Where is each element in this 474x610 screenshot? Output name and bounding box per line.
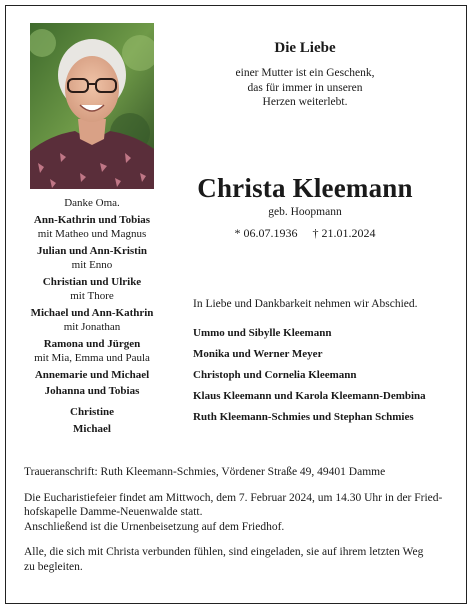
service-line: hofskapelle Damme-Neuenwalde statt. (24, 506, 203, 518)
mourners-list (193, 323, 463, 428)
list-item (24, 368, 160, 383)
family-names: Ramona und Jürgen (43, 337, 141, 350)
list-item: Ummo und Sibylle Kleemann (193, 327, 332, 339)
family-children: mit Jonathan (63, 321, 121, 333)
life-dates (205, 226, 405, 241)
list-item: Ruth Kleemann-Schmies und Stephan Schmies (193, 411, 414, 423)
quote-title: Die Liebe (274, 40, 336, 56)
family-names: Michael und Ann-Kathrin (30, 306, 154, 319)
list-item: Monika und Werner Meyer (193, 348, 323, 360)
family-names: Johanna und Tobias (44, 385, 140, 397)
portrait-photo-image (30, 23, 154, 189)
list-item (24, 337, 160, 366)
quote-line: Herzen weiterlebt. (262, 96, 348, 108)
invitation (24, 545, 454, 574)
invitation-line: zu begleiten. (24, 560, 83, 573)
family-names: Ann-Kathrin und Tobias (33, 213, 151, 226)
list-item: Christoph und Cornelia Kleemann (193, 369, 357, 381)
list-item (24, 384, 160, 399)
portrait-photo (30, 23, 154, 189)
family-children: mit Matheo und Magnus (37, 228, 147, 240)
family-children: mit Thore (70, 290, 114, 302)
footer-info (24, 465, 454, 585)
service-line: Die Eucharistiefeier findet am Mittwoch, dem 7. Februar 2024, um 14.30 Uhr in der Fried- (24, 491, 443, 504)
grandchildren-list (24, 196, 160, 439)
service-info (24, 491, 454, 535)
farewell-line: In Liebe und Dankbarkeit nehmen wir Abschied. (193, 298, 418, 310)
family-children: mit Enno (71, 259, 113, 271)
list-item (24, 306, 160, 335)
family-names: Christian und Ulrike (42, 275, 142, 288)
family-names: Julian und Ann-Kristin (36, 244, 148, 257)
quote-line: das für immer in unseren (247, 81, 363, 94)
list-item (24, 213, 160, 242)
quote-text (215, 66, 395, 110)
quote-line: einer Mutter ist ein Geschenk, (235, 67, 375, 79)
list-item (24, 275, 160, 304)
birth-date: * 06.07.1936 (234, 226, 298, 240)
single-name: Christine (70, 405, 114, 418)
service-line: Anschließend ist die Urnenbeisetzung auf dem Friedhof. (24, 520, 285, 533)
mourning-address: Traueranschrift: Ruth Kleemann-Schmies, Vördener Straße 49, 49401 Damme (24, 466, 386, 478)
birth-name: geb. Hoopmann (268, 206, 342, 218)
list-item: Klaus Kleemann und Karola Kleemann-Dembina (193, 390, 426, 402)
family-children: mit Mia, Emma und Paula (34, 352, 150, 364)
family-names: Annemarie und Michael (34, 368, 150, 381)
deceased-name: Christa Kleemann (197, 173, 413, 203)
single-name: Michael (73, 423, 111, 435)
invitation-line: Alle, die sich mit Christa verbunden fühlen, sind eingeladen, sie auf ihrem letzten Weg (24, 546, 424, 558)
thanks-line: Danke Oma. (64, 197, 120, 209)
list-item (24, 244, 160, 273)
death-date: † 21.01.2024 (312, 226, 376, 240)
